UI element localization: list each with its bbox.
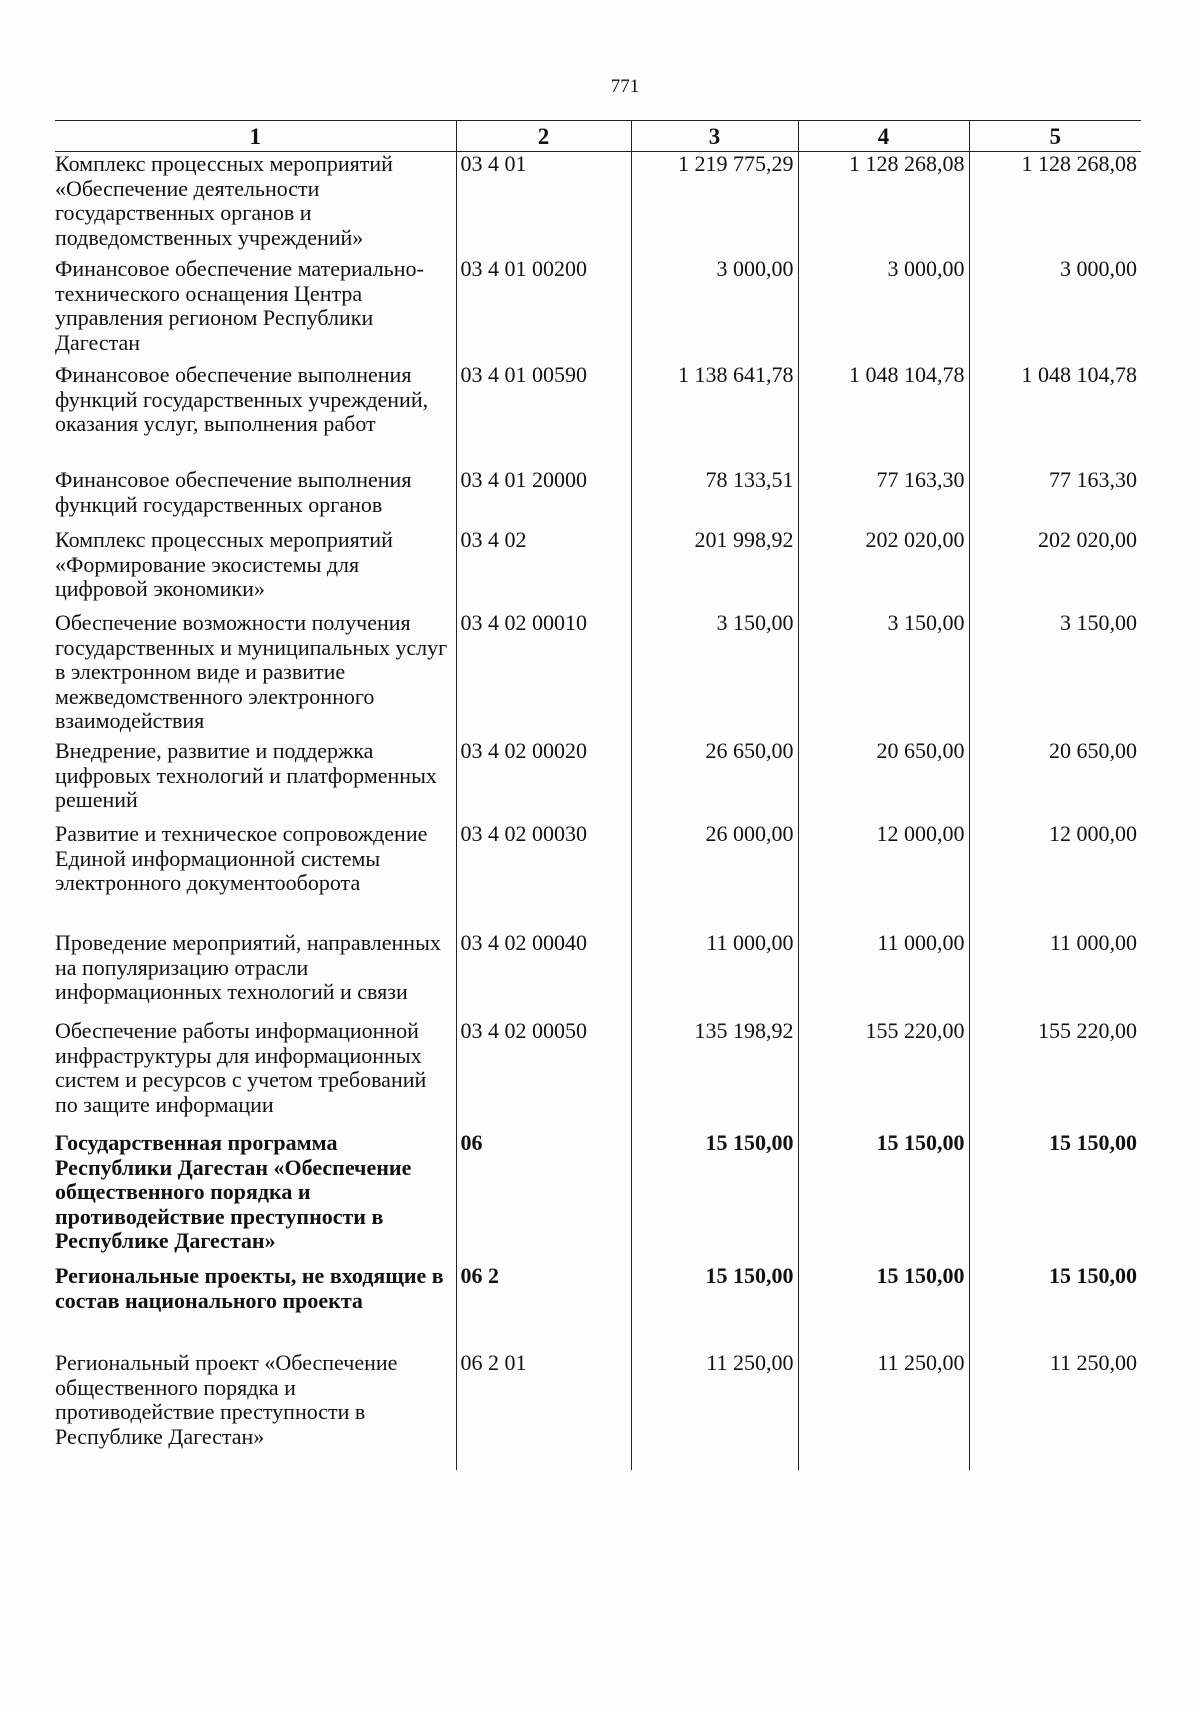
header-col-4: 4 bbox=[798, 121, 969, 152]
row-value-col3: 15 150,00 bbox=[631, 1131, 798, 1264]
table-body bbox=[55, 152, 1141, 1471]
row-value-col5: 155 220,00 bbox=[1038, 1018, 1137, 1043]
row-name: Государственная программа Республики Дагестан «Обеспечение общественного порядка и противодействие преступности в Республике Дагестан» bbox=[55, 1131, 456, 1264]
row-value-col3: 3 000,00 bbox=[631, 257, 798, 363]
row-name: Региональные проекты, не входящие в состав национального проекта bbox=[55, 1264, 456, 1351]
spacer-cell bbox=[55, 1456, 456, 1470]
row-value-col3: 3 150,00 bbox=[631, 611, 798, 739]
row-name: Обеспечение возможности получения государственных и муниципальных услуг в электронном виде и развитие межведомственного электронного взаимодействия bbox=[55, 611, 456, 739]
row-code: 06 2 bbox=[456, 1264, 631, 1351]
row-code: 03 4 02 00010 bbox=[456, 611, 631, 739]
table-row bbox=[55, 363, 1141, 468]
table-row bbox=[55, 1351, 1141, 1456]
table-tail-spacer bbox=[55, 1456, 1141, 1470]
row-value-col3: 26 000,00 bbox=[631, 822, 798, 931]
row-value-col5: 1 048 104,78 bbox=[1021, 362, 1137, 387]
row-code: 03 4 01 00590 bbox=[456, 363, 631, 468]
row-value-col4: 1 128 268,08 bbox=[798, 152, 969, 258]
row-value-col5: 202 020,00 bbox=[1038, 527, 1137, 552]
row-value-col3: 11 250,00 bbox=[631, 1351, 798, 1456]
table-row bbox=[55, 931, 1141, 1019]
row-value-col3: 1 219 775,29 bbox=[631, 152, 798, 258]
row-code: 06 2 01 bbox=[456, 1351, 631, 1456]
spacer-cell bbox=[456, 1456, 631, 1470]
row-value-col4: 11 250,00 bbox=[798, 1351, 969, 1456]
row-name: Финансовое обеспечение выполнения функций государственных учреждений, оказания услуг, выполнения работ bbox=[55, 363, 456, 468]
row-value-col3: 78 133,51 bbox=[631, 468, 798, 528]
spacer-cell bbox=[969, 1456, 1141, 1470]
row-name: Проведение мероприятий, направленных на популяризацию отрасли информационных технологий и связи bbox=[55, 931, 456, 1019]
row-value-col3: 15 150,00 bbox=[631, 1264, 798, 1351]
row-value-col4: 11 000,00 bbox=[798, 931, 969, 1019]
row-name: Обеспечение работы информационной инфраструктуры для информационных систем и ресурсов с учетом требований по защите информации bbox=[55, 1019, 456, 1131]
row-value-col5: 3 150,00 bbox=[1060, 610, 1137, 635]
table-row bbox=[55, 822, 1141, 931]
table-row bbox=[55, 1019, 1141, 1131]
row-value-col4: 202 020,00 bbox=[798, 528, 969, 611]
header-col-1: 1 bbox=[55, 121, 456, 152]
row-value-col5: 15 150,00 bbox=[1049, 1263, 1137, 1288]
row-value-col5: 1 128 268,08 bbox=[1021, 151, 1137, 176]
row-value-col4: 15 150,00 bbox=[798, 1131, 969, 1264]
row-value-col3: 135 198,92 bbox=[631, 1019, 798, 1131]
row-name: Комплекс процессных мероприятий «Формирование экосистемы для цифровой экономики» bbox=[55, 528, 456, 611]
row-value-col5: 15 150,00 bbox=[1049, 1130, 1137, 1155]
row-value-col3: 201 998,92 bbox=[631, 528, 798, 611]
spacer-cell bbox=[631, 1456, 798, 1470]
header-col-5: 5 bbox=[969, 121, 1141, 152]
row-value-col3: 1 138 641,78 bbox=[631, 363, 798, 468]
row-name: Комплекс процессных мероприятий «Обеспечение деятельности государственных органов и подведомственных учреждений» bbox=[55, 152, 456, 258]
table-row bbox=[55, 1264, 1141, 1351]
row-name: Финансовое обеспечение выполнения функций государственных органов bbox=[55, 468, 456, 528]
row-code: 03 4 02 00040 bbox=[456, 931, 631, 1019]
header-col-3: 3 bbox=[631, 121, 798, 152]
row-value-col4: 1 048 104,78 bbox=[798, 363, 969, 468]
row-value-col5: 77 163,30 bbox=[1049, 467, 1137, 492]
table-row bbox=[55, 257, 1141, 363]
table-row bbox=[55, 152, 1141, 258]
row-value-col5: 12 000,00 bbox=[1049, 821, 1137, 846]
row-value-col3: 26 650,00 bbox=[631, 739, 798, 822]
row-code: 03 4 02 00030 bbox=[456, 822, 631, 931]
row-value-col4: 3 150,00 bbox=[798, 611, 969, 739]
row-name: Внедрение, развитие и поддержка цифровых технологий и платформенных решений bbox=[55, 739, 456, 822]
row-value-col4: 155 220,00 bbox=[798, 1019, 969, 1131]
page-number: 771 bbox=[610, 76, 640, 97]
row-code: 03 4 01 bbox=[456, 152, 631, 258]
row-code: 03 4 02 00020 bbox=[456, 739, 631, 822]
row-name: Региональный проект «Обеспечение общественного порядка и противодействие преступности в Республике Дагестан» bbox=[55, 1351, 456, 1456]
row-value-col5: 3 000,00 bbox=[1060, 256, 1137, 281]
spacer-cell bbox=[798, 1456, 969, 1470]
row-value-col5: 20 650,00 bbox=[1049, 738, 1137, 763]
row-name: Развитие и техническое сопровождение Единой информационной системы электронного документооборота bbox=[55, 822, 456, 931]
row-code: 03 4 01 00200 bbox=[456, 257, 631, 363]
row-value-col4: 77 163,30 bbox=[798, 468, 969, 528]
table-row bbox=[55, 1131, 1141, 1264]
table-row bbox=[55, 468, 1141, 528]
row-value-col5: 11 250,00 bbox=[1049, 1350, 1137, 1375]
table-row bbox=[55, 739, 1141, 822]
row-code: 03 4 01 20000 bbox=[456, 468, 631, 528]
row-code: 06 bbox=[456, 1131, 631, 1264]
table-row bbox=[55, 611, 1141, 739]
row-value-col4: 20 650,00 bbox=[798, 739, 969, 822]
budget-table bbox=[55, 120, 1141, 1470]
row-code: 03 4 02 bbox=[456, 528, 631, 611]
row-value-col5: 11 000,00 bbox=[1049, 930, 1137, 955]
header-row bbox=[55, 121, 1141, 152]
row-value-col4: 12 000,00 bbox=[798, 822, 969, 931]
table-row bbox=[55, 528, 1141, 611]
row-value-col4: 3 000,00 bbox=[798, 257, 969, 363]
header-col-2: 2 bbox=[456, 121, 631, 152]
row-value-col4: 15 150,00 bbox=[798, 1264, 969, 1351]
row-name: Финансовое обеспечение материально-технического оснащения Центра управления регионом Республики Дагестан bbox=[55, 257, 456, 363]
row-value-col3: 11 000,00 bbox=[631, 931, 798, 1019]
row-code: 03 4 02 00050 bbox=[456, 1019, 631, 1131]
